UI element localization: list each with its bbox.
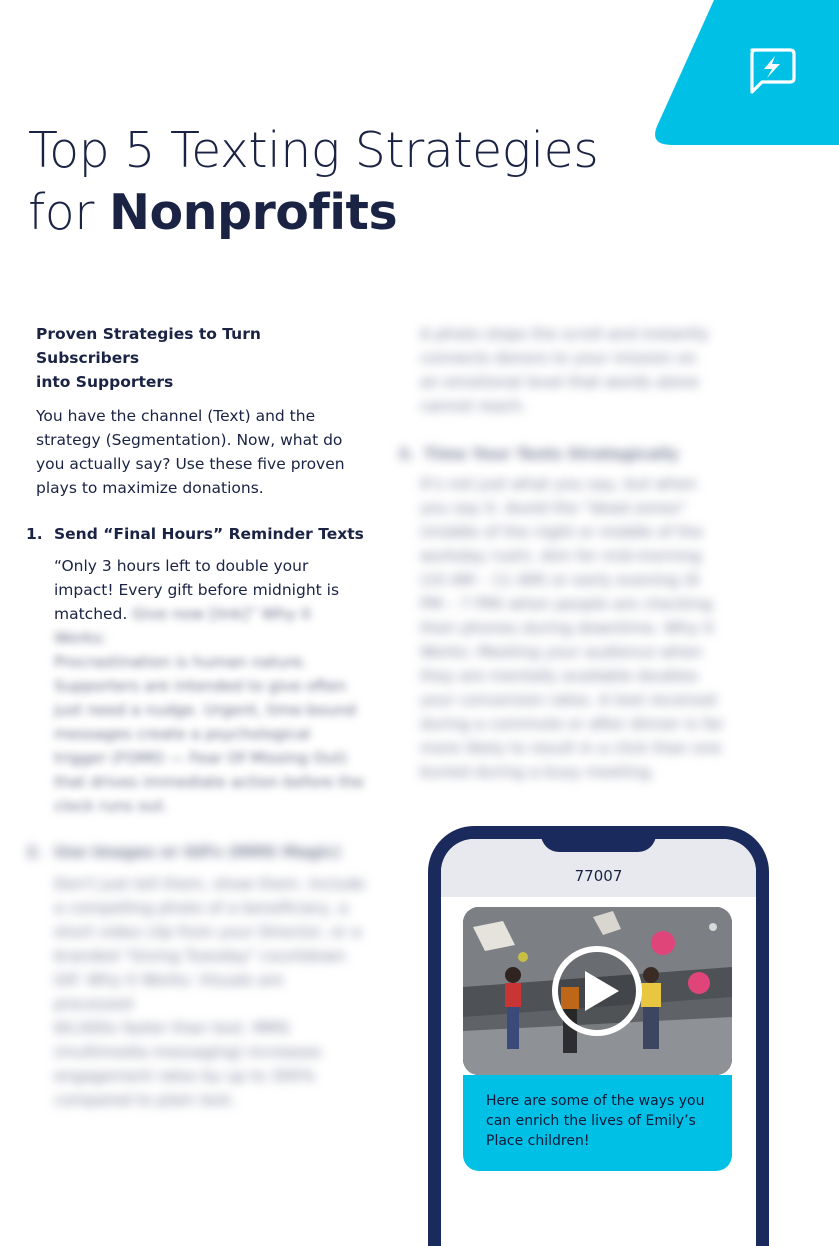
body-line: matched.	[54, 605, 128, 623]
blurred-line: just need a nudge. Urgent, time-bound	[54, 701, 357, 719]
blurred-line: trigger (FOMO — Fear Of Missing Out)	[54, 749, 348, 767]
blurred-line: that drives immediate action before the	[54, 773, 364, 791]
blurred-line: more likely to result in a click than one	[420, 739, 722, 757]
intro-line: strategy (Segmentation). Now, what do	[36, 431, 343, 449]
intro-line: plays to maximize donations.	[36, 479, 264, 497]
blurred-line: their phones during downtime. Why it	[420, 619, 714, 637]
blurred-line: short video clip from your Director, or a	[54, 923, 362, 941]
blurred-line: 60,000x faster than text. MMS	[54, 1019, 290, 1037]
intro-line: You have the channel (Text) and the	[36, 407, 316, 425]
subheading-line-2: into Supporters	[36, 373, 174, 391]
blurred-line: cannot reach.	[420, 397, 527, 415]
corner-brand-tab	[648, 0, 839, 145]
subheading-line-1: Proven Strategies to Turn Subscribers	[36, 325, 261, 367]
blurred-line: they are mentally available doubles	[420, 667, 699, 685]
blurred-line: a compelling photo of a beneficiary, a	[54, 899, 349, 917]
title-line-1: Top 5 Texting Strategies	[28, 122, 599, 179]
blurred-line: messages create a psychological	[54, 725, 311, 743]
strategy-title: Send “Final Hours” Reminder Texts	[54, 525, 364, 543]
blurred-line: PM – 7 PM) when people are checking	[420, 595, 713, 613]
right-column	[398, 322, 728, 784]
subheading	[36, 322, 366, 394]
blurred-line: during a commute or after dinner is far	[420, 715, 724, 733]
blurred-line: Works: Meeting your audience when	[420, 643, 703, 661]
body-line: impact! Every gift before midnight is	[54, 581, 340, 599]
strategy-title: Time Your Texts Strategically	[424, 445, 679, 463]
message-bubble: Here are some of the ways you can enrich the lives of Emily’s Place children!	[463, 1075, 732, 1171]
blurred-line: Supporters are intended to give often	[54, 677, 347, 695]
play-icon[interactable]	[549, 943, 645, 1039]
blurred-line: buried during a busy meeting.	[420, 763, 655, 781]
blurred-line: Don't just tell them, show them. Include	[54, 875, 366, 893]
blurred-line: an emotional level that words alone	[420, 373, 699, 391]
blurred-line: connects donors to your mission on	[420, 349, 697, 367]
strategy-number: 1.	[26, 525, 43, 543]
phone-mockup	[428, 826, 769, 1246]
left-column	[26, 322, 366, 1112]
blurred-line: workday rush). Aim for mid-morning	[420, 547, 702, 565]
blurred-line: your conversion rates. A text received	[420, 691, 717, 709]
intro-paragraph	[36, 404, 366, 500]
intro-line: you actually say? Use these five proven	[36, 455, 345, 473]
blurred-line: compared to plain text.	[54, 1091, 236, 1109]
blurred-line: (multimedia messaging) increases	[54, 1043, 322, 1061]
blurred-line: Procrastination is human nature.	[54, 653, 308, 671]
blurred-line: branded "Giving Tuesday" countdown	[54, 947, 346, 965]
phone-notch	[541, 826, 656, 852]
strategy-2	[26, 840, 366, 1112]
blurred-line: GIF. Why it Works: Visuals are processed	[54, 971, 284, 1013]
blurred-line: engagement rates by up to 300%	[54, 1067, 316, 1085]
blurred-text: Give now [link]” Why it Works:	[54, 605, 312, 647]
video-thumbnail[interactable]	[463, 907, 732, 1075]
blurred-line: you say it. Avoid the "dead zones"	[420, 499, 687, 517]
strategy-number: 3.	[398, 445, 415, 463]
sender-number: 77007	[574, 867, 623, 885]
strategy-1-heading	[26, 522, 366, 546]
blurred-line: (middle of the night or middle of the	[420, 523, 703, 541]
strategy-1-body	[54, 554, 366, 818]
body-line: “Only 3 hours left to double your	[54, 557, 309, 575]
title-line-2-prefix: for	[28, 184, 94, 241]
page-title	[28, 120, 598, 244]
strategy-number: 2.	[26, 843, 43, 861]
blurred-line: It's not just what you say, but when	[420, 475, 697, 493]
title-line-2-bold: Nonprofits	[108, 184, 398, 241]
blurred-line: clock runs out.	[54, 797, 169, 815]
strategy-3-heading	[398, 442, 728, 466]
blurred-line: (10 AM – 11 AM) or early evening (6	[420, 571, 700, 589]
strategy-title: Use Images or GIFs (MMS Magic)	[54, 843, 341, 861]
blurred-line: A photo stops the scroll and instantly	[420, 325, 709, 343]
